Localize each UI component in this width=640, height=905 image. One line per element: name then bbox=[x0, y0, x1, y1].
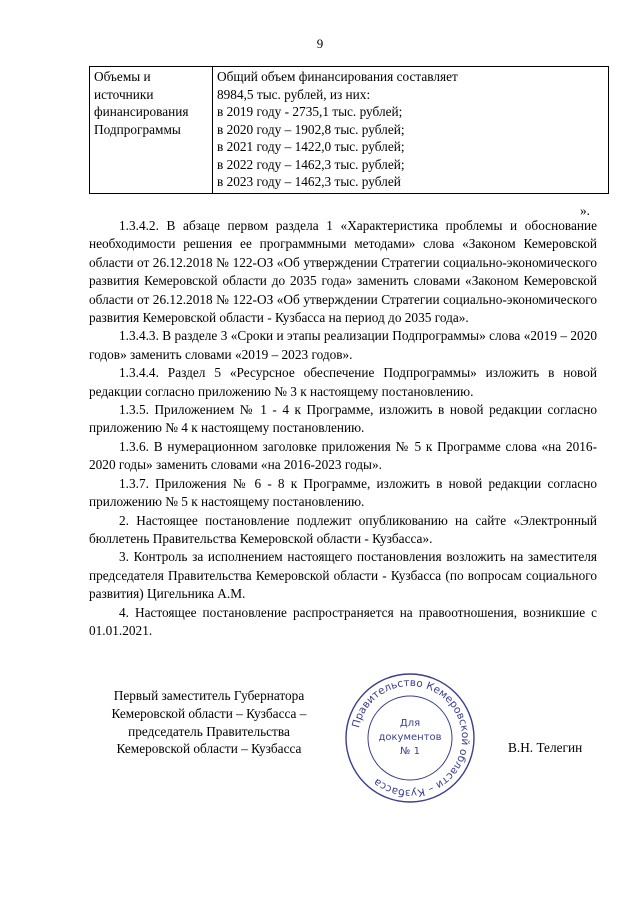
position-line: Кемеровской области – Кузбасса bbox=[116, 741, 302, 757]
funding-label-cell bbox=[90, 67, 213, 194]
official-stamp bbox=[343, 671, 477, 805]
paragraph: 1.3.7. Приложения № 6 - 8 к Программе, изложить в новой редакции согласно приложению № 5 к настоящему постановлению. bbox=[89, 475, 597, 510]
page-number: 9 bbox=[316, 36, 324, 51]
value-line: Общий объем финансирования составляет bbox=[217, 69, 458, 84]
value-line: в 2020 году – 1902,8 тыс. рублей; bbox=[217, 121, 405, 137]
stamp-center-line: Для bbox=[399, 718, 421, 729]
label-line: источники bbox=[94, 86, 154, 102]
position-line: председатель Правительства bbox=[128, 723, 290, 739]
funding-table bbox=[89, 66, 609, 194]
paragraph: 1.3.4.2. В абзаце первом раздела 1 «Характеристика проблемы и обоснование необходимости решения ее программными методами» слова «Законом Кемеровской области от 26.12.2018 № 122-ОЗ «Об утверждении Стратегии социально-экономического развития Кемеровской области до 2035 года» заменить словами «Законом Кемеровской области от 26.12.2018 № 122-ОЗ «Об утверждении Стратегии социально-экономического развития Кемеровской области - Кузбасса на период до 2035 года». bbox=[89, 218, 597, 326]
paragraph: 3. Контроль за исполнением настоящего постановления возложить на заместителя председателя Правительства Кемеровской области - Кузбасса (по вопросам социального развития) Цигельника А.М. bbox=[89, 549, 597, 602]
label-line: финансирования bbox=[94, 104, 189, 119]
body-text bbox=[89, 217, 597, 640]
label-line: Подпрограммы bbox=[94, 121, 181, 137]
position-line: Кемеровской области – Кузбасса – bbox=[111, 705, 307, 721]
label-line: Объемы и bbox=[94, 69, 151, 84]
value-line: в 2021 году – 1422,0 тыс. рублей; bbox=[217, 139, 405, 154]
value-line: в 2019 году - 2735,1 тыс. рублей; bbox=[217, 104, 403, 119]
stamp-center-line: документов bbox=[378, 732, 442, 743]
stamp-center-line: № 1 bbox=[400, 746, 420, 757]
paragraph: 1.3.4.3. В разделе 3 «Сроки и этапы реализации Подпрограммы» слова «2019 – 2020 годов» заменить словами «2019 – 2023 годов». bbox=[89, 328, 597, 362]
funding-value-cell bbox=[213, 67, 609, 194]
stamp-ring-text: Правительство Кемеровской области – Кузбасса bbox=[350, 676, 472, 800]
position-line: Первый заместитель Губернатора bbox=[113, 688, 305, 703]
paragraph: 4. Настоящее постановление распространяется на правоотношения, возникшие с 01.01.2021. bbox=[89, 604, 597, 638]
paragraph: 1.3.4.4. Раздел 5 «Ресурсное обеспечение Подпрограммы» изложить в новой редакции согласно приложению № 3 к настоящему постановлению. bbox=[89, 365, 597, 399]
table-row bbox=[90, 67, 609, 194]
signatory-position bbox=[89, 687, 329, 758]
paragraph: 1.3.6. В нумерационном заголовке приложения № 5 к Программе слова «на 2016-2020 годы» заменить словами «на 2016-2023 годы». bbox=[89, 438, 597, 473]
paragraph: 1.3.5. Приложением № 1 - 4 к Программе, изложить в новой редакции согласно приложению № 4 к настоящему постановлению. bbox=[89, 402, 597, 436]
closing-quote: ». bbox=[580, 203, 590, 218]
value-line: в 2022 году – 1462,3 тыс. рублей; bbox=[217, 156, 405, 172]
signatory-name: В.Н. Телегин bbox=[508, 740, 583, 755]
value-line: 8984,5 тыс. рублей, из них: bbox=[217, 86, 371, 102]
paragraph: 2. Настоящее постановление подлежит опубликованию на сайте «Электронный бюллетень Правительства Кемеровской области - Кузбасса». bbox=[89, 512, 597, 546]
value-line: в 2023 году – 1462,3 тыс. рублей bbox=[217, 174, 401, 189]
